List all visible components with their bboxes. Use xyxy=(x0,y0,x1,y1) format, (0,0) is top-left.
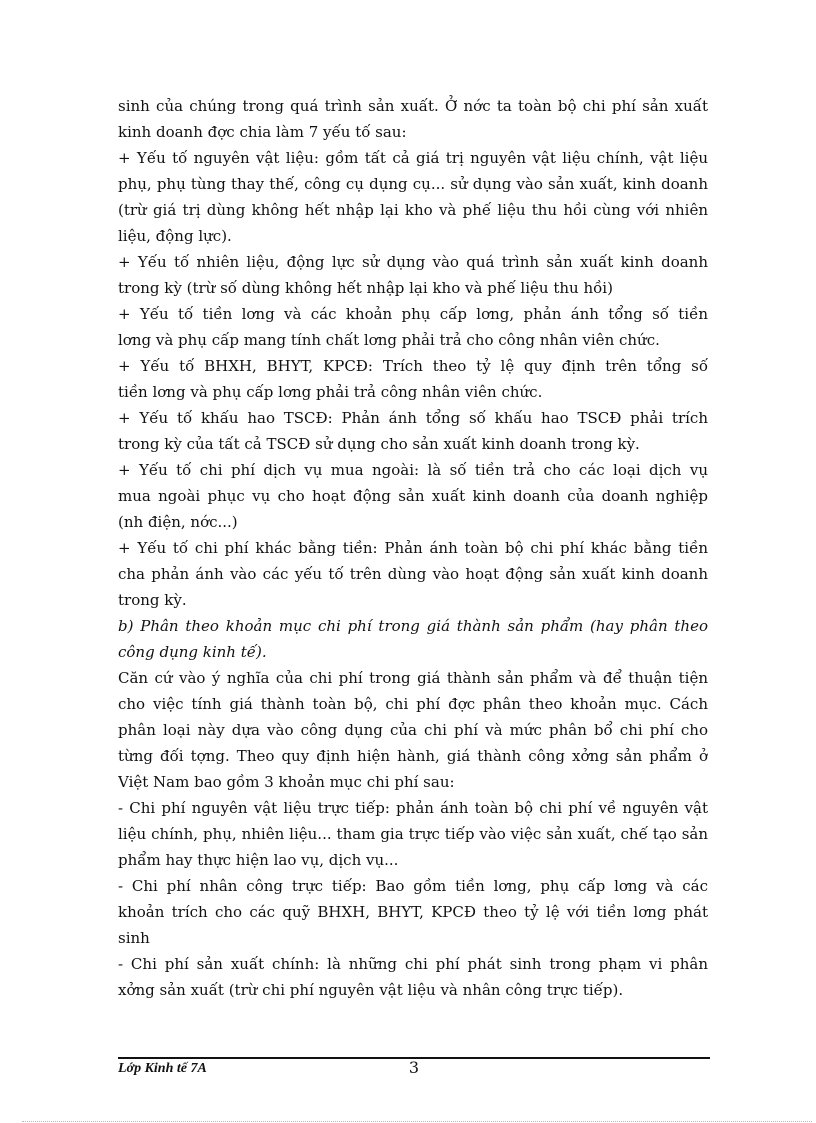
text-line: Căn cứ vào ý nghĩa của chi phí trong giá thành sản phẩm và để thuận tiện xyxy=(118,669,708,687)
text-line: cho việc tính giá thành toàn bộ, chi phí đợc phân theo khoản mục. Cách xyxy=(118,695,708,713)
text-line: kinh doanh đợc chia làm 7 yếu tố sau: xyxy=(118,123,407,141)
text-line: b) Phân theo khoản mục chi phí trong giá thành sản phẩm (hay phân theo xyxy=(118,617,708,635)
page-number: 3 xyxy=(408,1058,420,1077)
text-line: từng đối tợng. Theo quy định hiện hành, giá thành công xởng sản phẩm ở xyxy=(118,747,708,765)
text-line: + Yếu tố nguyên vật liệu: gồm tất cả giá trị nguyên vật liệu chính, vật liệu xyxy=(118,149,708,167)
text-line: trong kỳ của tất cả TSCĐ sử dụng cho sản xuất kinh doanh trong kỳ. xyxy=(118,435,640,453)
text-line: tiền lơng và phụ cấp lơng phải trả công nhân viên chức. xyxy=(118,383,543,401)
text-line: liệu chính, phụ, nhiên liệu... tham gia trực tiếp vào việc sản xuất, chế tạo sản xyxy=(118,825,708,843)
text-line: phụ, phụ tùng thay thế, công cụ dụng cụ... sử dụng vào sản xuất, kinh doanh xyxy=(118,175,708,193)
text-line: phân loại này dựa vào công dụng của chi phí và mức phân bổ chi phí cho xyxy=(118,721,708,739)
body-text xyxy=(118,93,708,1003)
text-line: khoản trích cho các quỹ BHXH, BHYT, KPCĐ theo tỷ lệ với tiền lơng phát xyxy=(118,903,708,921)
text-line: + Yếu tố khấu hao TSCĐ: Phản ánh tổng số khấu hao TSCĐ phải trích xyxy=(118,409,708,427)
text-line: + Yếu tố BHXH, BHYT, KPCĐ: Trích theo tỷ lệ quy định trên tổng số xyxy=(118,357,708,375)
text-line: xởng sản xuất (trừ chi phí nguyên vật liệu và nhân công trực tiếp). xyxy=(118,981,624,999)
text-line: + Yếu tố chi phí dịch vụ mua ngoài: là số tiền trả cho các loại dịch vụ xyxy=(118,461,708,479)
text-line: trong kỳ (trừ số dùng không hết nhập lại kho và phế liệu thu hồi) xyxy=(118,279,613,297)
text-line: (trừ giá trị dùng không hết nhập lại kho và phế liệu thu hồi cùng với nhiên xyxy=(118,201,708,219)
text-line: + Yếu tố tiền lơng và các khoản phụ cấp lơng, phản ánh tổng số tiền xyxy=(118,305,708,323)
text-line: trong kỳ. xyxy=(118,591,187,609)
text-line: (nh điện, nớc...) xyxy=(118,513,238,531)
text-line: mua ngoài phục vụ cho hoạt động sản xuất kinh doanh của doanh nghiệp xyxy=(118,487,708,505)
text-line: công dụng kinh tế). xyxy=(118,643,267,661)
text-line: + Yếu tố nhiên liệu, động lực sử dụng vào quá trình sản xuất kinh doanh xyxy=(118,253,708,271)
text-line: cha phản ánh vào các yếu tố trên dùng vào hoạt động sản xuất kinh doanh xyxy=(118,565,708,583)
text-line: liệu, động lực). xyxy=(118,227,232,245)
text-line: - Chi phí nguyên vật liệu trực tiếp: phản ánh toàn bộ chi phí về nguyên vật xyxy=(118,799,708,817)
text-line: + Yếu tố chi phí khác bằng tiền: Phản ánh toàn bộ chi phí khác bằng tiền xyxy=(118,539,708,557)
footer-class-label: Lớp Kinh tế 7A xyxy=(118,1061,207,1075)
text-line: lơng và phụ cấp mang tính chất lơng phải trả cho công nhân viên chức. xyxy=(118,331,660,349)
text-line: phẩm hay thực hiện lao vụ, dịch vụ... xyxy=(118,851,399,869)
page-edge-dots xyxy=(22,1121,812,1122)
text-line: - Chi phí sản xuất chính: là những chi phí phát sinh trong phạm vi phân xyxy=(118,955,708,973)
text-line: Việt Nam bao gồm 3 khoản mục chi phí sau: xyxy=(118,773,455,791)
text-line: sinh xyxy=(118,929,150,947)
text-line: - Chi phí nhân công trực tiếp: Bao gồm tiền lơng, phụ cấp lơng và các xyxy=(118,877,708,895)
text-line: sinh của chúng trong quá trình sản xuất. Ở nớc ta toàn bộ chi phí sản xuất xyxy=(118,97,708,115)
